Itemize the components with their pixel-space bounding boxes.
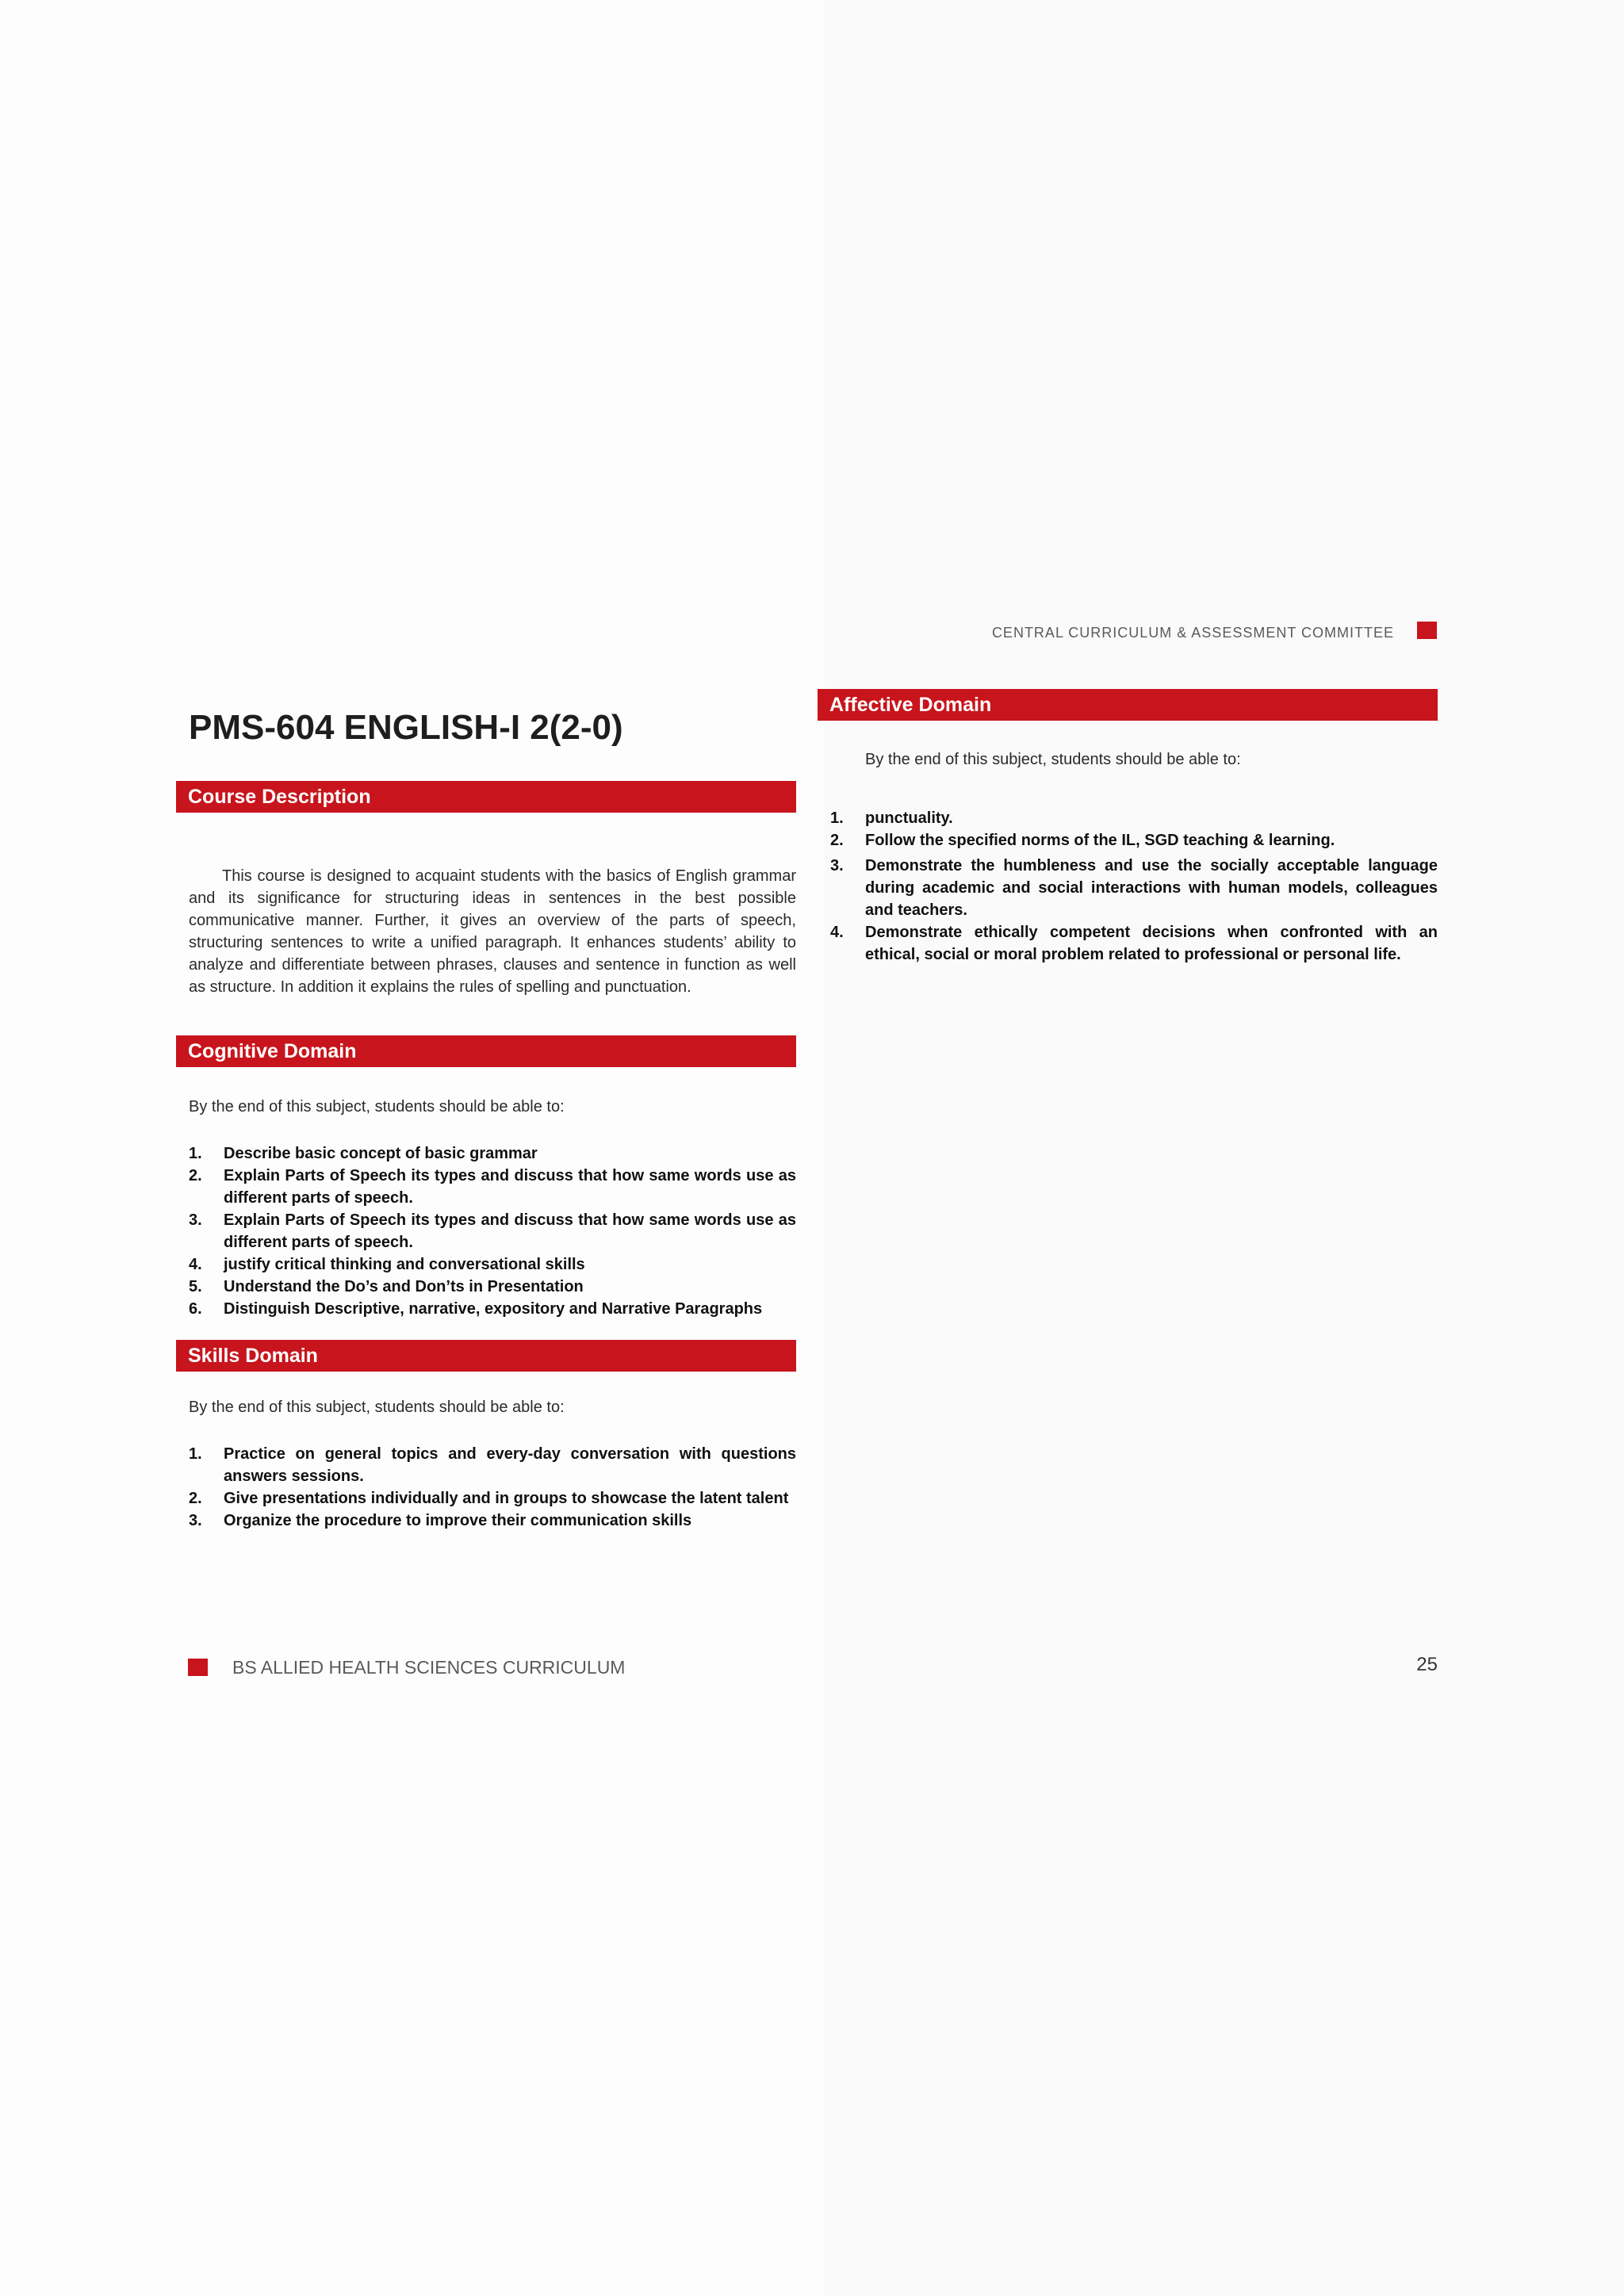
affective-intro: By the end of this subject, students should be able to: bbox=[865, 751, 1241, 768]
list-item bbox=[189, 1142, 796, 1165]
list-item bbox=[830, 855, 1438, 921]
list-item bbox=[189, 1276, 796, 1298]
page-title: PMS-604 ENGLISH-I 2(2-0) bbox=[189, 708, 623, 747]
course-description-text: This course is designed to acquaint students with the basics of English grammar and its significance for structuring ideas in sentences in the best possible communicative manner. Further, it gives an overview of the parts of speech, structuring sentences to write a unified paragraph. It enhances students’ ability to analyze and differentiate between phrases, clauses and sentence in function as well as structure. In addition it explains the rules of spelling and punctuation. bbox=[189, 867, 796, 996]
skills-intro: By the end of this subject, students should be able to: bbox=[189, 1399, 565, 1416]
list-item bbox=[830, 807, 1438, 829]
item-number: 2. bbox=[189, 1490, 202, 1507]
item-number: 3. bbox=[830, 857, 844, 874]
item-number: 5. bbox=[189, 1278, 202, 1295]
item-text: Practice on general topics and every-day conversation with questions answers sessions. bbox=[224, 1445, 796, 1485]
cognitive-intro: By the end of this subject, students should be able to: bbox=[189, 1098, 565, 1115]
list-item bbox=[189, 1165, 796, 1209]
item-number: 1. bbox=[189, 1145, 202, 1162]
skills-objectives-list bbox=[189, 1443, 796, 1532]
skills-domain-heading: Skills Domain bbox=[176, 1340, 796, 1372]
item-text: punctuality. bbox=[865, 809, 953, 827]
item-number: 3. bbox=[189, 1512, 202, 1529]
footer-curriculum: BS ALLIED HEALTH SCIENCES CURRICULUM bbox=[232, 1657, 626, 1678]
list-item bbox=[189, 1510, 796, 1532]
affective-domain-heading: Affective Domain bbox=[818, 689, 1438, 721]
page-background-shade bbox=[825, 0, 1624, 2296]
item-text: Follow the specified norms of the IL, SGD teaching & learning. bbox=[865, 832, 1335, 849]
item-number: 3. bbox=[189, 1211, 202, 1229]
item-text: Organize the procedure to improve their communication skills bbox=[224, 1512, 692, 1529]
item-number: 4. bbox=[830, 924, 844, 941]
list-item bbox=[189, 1443, 796, 1487]
item-text: Demonstrate the humbleness and use the socially acceptable language during academic and social interactions with human models, colleagues and teachers. bbox=[865, 857, 1438, 919]
item-number: 2. bbox=[830, 832, 844, 849]
item-text: Describe basic concept of basic grammar bbox=[224, 1145, 538, 1162]
course-description-heading: Course Description bbox=[176, 781, 796, 813]
item-text: Understand the Do’s and Don’ts in Presentation bbox=[224, 1278, 584, 1295]
header-square-icon bbox=[1417, 622, 1437, 639]
item-number: 6. bbox=[189, 1300, 202, 1318]
list-item bbox=[189, 1209, 796, 1253]
list-item bbox=[189, 1487, 796, 1510]
page-number: 25 bbox=[1416, 1654, 1438, 1675]
course-description-body bbox=[189, 865, 796, 998]
header-committee: CENTRAL CURRICULUM & ASSESSMENT COMMITTEE bbox=[991, 625, 1394, 641]
list-item bbox=[189, 1298, 796, 1320]
item-text: justify critical thinking and conversational skills bbox=[224, 1256, 585, 1273]
item-number: 1. bbox=[189, 1445, 202, 1463]
item-text: Give presentations individually and in groups to showcase the latent talent bbox=[224, 1490, 789, 1507]
footer-square-icon bbox=[188, 1659, 208, 1676]
list-item bbox=[830, 921, 1438, 966]
item-number: 2. bbox=[189, 1167, 202, 1184]
list-item bbox=[830, 829, 1438, 851]
item-number: 1. bbox=[830, 809, 844, 827]
item-number: 4. bbox=[189, 1256, 202, 1273]
item-text: Explain Parts of Speech its types and discuss that how same words use as different parts of speech. bbox=[224, 1211, 796, 1251]
list-item bbox=[189, 1253, 796, 1276]
item-text: Explain Parts of Speech its types and discuss that how same words use as different parts of speech. bbox=[224, 1167, 796, 1207]
item-text: Distinguish Descriptive, narrative, expository and Narrative Paragraphs bbox=[224, 1300, 763, 1318]
cognitive-objectives-list bbox=[189, 1142, 796, 1320]
affective-objectives-list bbox=[830, 807, 1438, 966]
cognitive-domain-heading: Cognitive Domain bbox=[176, 1035, 796, 1067]
item-text: Demonstrate ethically competent decisions when confronted with an ethical, social or moral problem related to professional or personal life. bbox=[865, 924, 1438, 963]
